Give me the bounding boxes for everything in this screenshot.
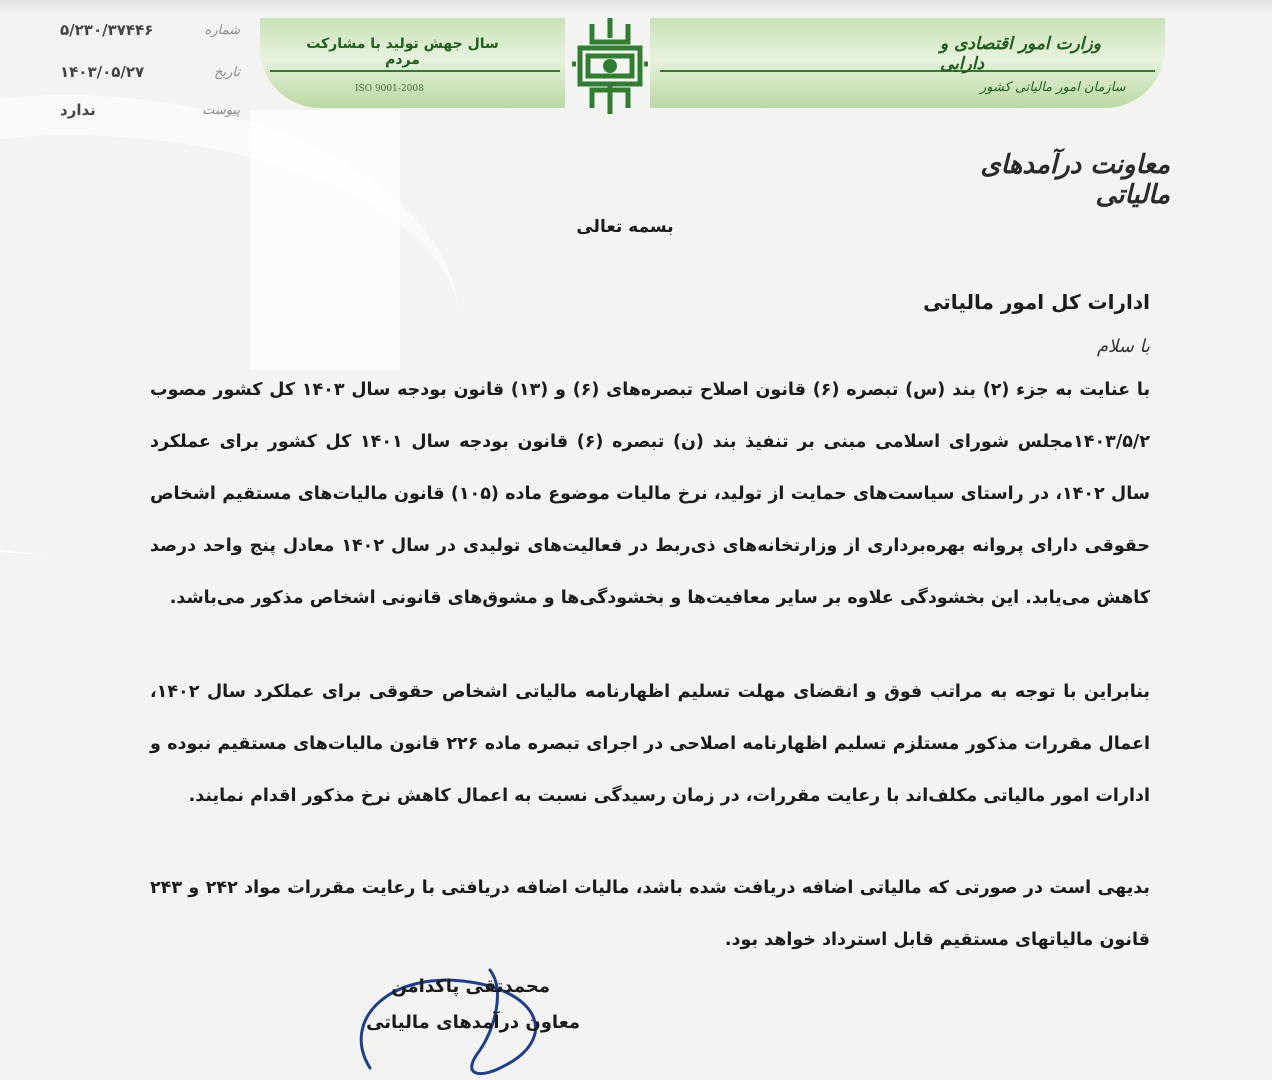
body-paragraph-2 [150, 666, 1150, 822]
signatory-role: معاون درآمدهای مالیاتی [366, 1012, 580, 1033]
recipient-line: ادارات کل امور مالیاتی [923, 290, 1150, 314]
light-patch [250, 110, 400, 370]
letter-number-value: ۵/۲۳۰/۳۷۴۴۶ [60, 21, 154, 39]
organization-name: سازمان امور مالیاتی کشور [980, 80, 1126, 95]
body-paragraph-3 [150, 862, 1150, 966]
year-slogan: سال جهش تولید با مشارکت مردم [306, 36, 499, 68]
attachment-row [60, 98, 240, 122]
paper-fold-shadow [0, 0, 1272, 14]
iso-certificate: ISO 9001-2008 [355, 84, 424, 94]
body-paragraph-1 [150, 364, 1150, 624]
body-paragraph-text: با عنایت به جزء (۲) بند (س) تبصره (۶) قانون اصلاح تبصره‌های (۶) و (۱۳) قانون بودجه سال ۱۴۰۳ کل کشور مصوب ۱۴۰۳/۵/۲مجلس شورای اسلامی مبنی بر تنفیذ بند (ن) تبصره (۶) قانون بودجه سال ۱۴۰۱ کل کشور برای عملکرد سال ۱۴۰۲، در راستای سیاست‌های حمایت از تولید، نرخ مالیات موضوع ماده (۱۰۵) قانون مالیات‌های مستقیم اشخاص حقوقی دارای پروانه بهره‌برداری از وزارتخانه‌های ذی‌ربط در فعالیت‌های تولیدی در سال ۱۴۰۲ معادل پنج واحد درصد کاهش می‌یابد. این بخشودگی علاوه بر سایر معافیت‌ها و بخشودگی‌ها و مشوق‌های قانونی اشخاص مذکور می‌باشد. [150, 380, 1151, 608]
banner-divider [270, 70, 560, 72]
signatory-name: محمدتقی پاکدامن [391, 976, 550, 997]
letter-date-value: ۱۴۰۳/۰۵/۲۷ [60, 63, 145, 81]
body-paragraph-text: بدیهی است در صورتی که مالیاتی اضافه دریافت شده باشد، مالیات اضافه دریافتی با رعایت مقررات مواد ۲۴۲ و ۲۴۳ قانون مالیاتهای مستقیم قابل استرداد خواهد بود. [150, 878, 1150, 950]
letter-date-label: تاریخ [214, 64, 240, 80]
deputy-office-title: معاونت درآمدهای مالیاتی [980, 150, 1170, 210]
body-paragraph-text: بنابراین با توجه به مراتب فوق و انقضای مهلت تسلیم اظهارنامه مالیاتی اشخاص حقوقی برای عملکرد سال ۱۴۰۲، اعمال مقررات مذکور مستلزم تسلیم اظهارنامه اصلاحی در اجرای تبصره ماده ۲۲۶ قانون مالیات‌های مستقیم نبوده و ادارات امور مالیاتی مکلف‌اند با رعایت مقررات، در زمان رسیدگی نسبت به اعمال کاهش نرخ مذکور اقدام نمایند. [150, 682, 1150, 806]
tax-organization-emblem-icon [572, 14, 648, 118]
attachment-label: پیوست [202, 102, 240, 118]
letter-number-label: شماره [204, 22, 240, 38]
attachment-value: ندارد [60, 101, 96, 119]
ministry-name: وزارت امور اقتصادی و دارایی [940, 34, 1101, 74]
greeting: با سلام [1096, 336, 1150, 357]
letter-date-row [60, 60, 240, 84]
basmala: بسمه تعالی [576, 217, 674, 237]
letter-number-row [60, 18, 240, 42]
